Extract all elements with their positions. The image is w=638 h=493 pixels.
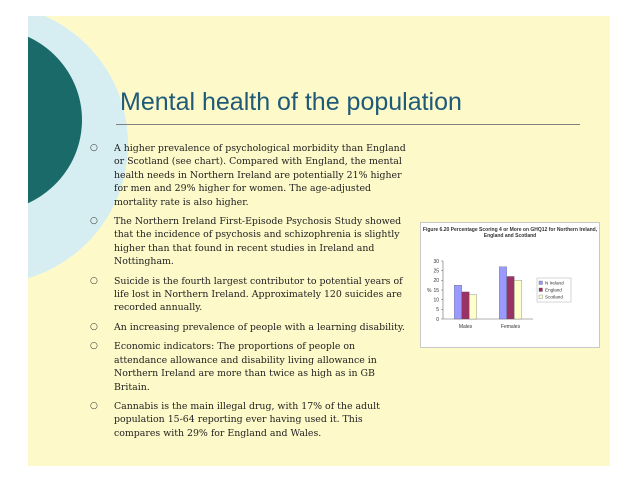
bar (507, 276, 515, 319)
legend-swatch (539, 281, 543, 285)
bullet-item (90, 321, 406, 334)
y-axis-label: % (427, 287, 432, 294)
legend-swatch (539, 288, 543, 292)
bullet-text: The Northern Ireland First-Episode Psychosis Study showed that the incidence of psychosis and schizophrenia is slightly higher than that found in recent studies in Ireland and Nottingham. (114, 216, 402, 268)
bullet-circle-icon: ○ (90, 143, 98, 153)
bullet-item (90, 142, 406, 209)
x-tick-label: Females (500, 324, 521, 330)
title-underline (116, 124, 580, 125)
legend-label: Scotland (545, 294, 563, 300)
bar (514, 280, 522, 319)
bullet-list (90, 142, 406, 446)
ghq12-chart (420, 222, 600, 348)
legend-swatch (539, 295, 543, 299)
legend-label: N Ireland (545, 280, 564, 286)
slide-title: Mental health of the population (120, 88, 462, 116)
bullet-item (90, 275, 406, 315)
chart-title: Figure 6.20 Percentage Scoring 4 or More on GHQ12 for Northern Ireland, England and Scotland (422, 227, 598, 239)
y-tick-label: 20 (433, 278, 439, 285)
bullet-text: A higher prevalence of psychological morbidity than England or Scotland (see chart). Compared with England, the mental health needs in Northern Ireland are potentially 21% higher for men and 29% higher for women. The age-adjusted mortality rate is also higher. (114, 143, 406, 208)
bullet-item (90, 215, 406, 269)
y-tick-label: 25 (433, 268, 439, 275)
y-tick-label: 15 (433, 287, 439, 294)
bullet-item (90, 400, 406, 440)
bar (469, 295, 477, 319)
bullet-circle-icon: ○ (90, 400, 98, 411)
bullet-circle-icon: ○ (90, 275, 98, 286)
y-tick-label: 30 (433, 258, 439, 265)
bullet-text: Suicide is the fourth largest contributor to potential years of life lost in Northern Ireland. Approximately 120 suicides are recorded annually. (114, 275, 403, 314)
y-tick-label: 0 (436, 316, 439, 323)
bar (499, 267, 507, 319)
bullet-item (90, 340, 406, 394)
chart-plot (421, 223, 599, 347)
y-tick-label: 10 (433, 297, 439, 304)
bullet-text: An increasing prevalence of people with a learning disability. (114, 321, 405, 333)
bullet-circle-icon: ○ (90, 321, 98, 332)
bullet-text: Economic indicators: The proportions of people on attendance allowance and disability living allowance in Northern Ireland are more than twice as high as in GB Britain. (114, 341, 377, 393)
x-tick-label: Males (458, 324, 473, 330)
y-tick-label: 5 (436, 307, 439, 314)
bullet-circle-icon: ○ (90, 216, 98, 227)
legend-label: England (545, 287, 562, 293)
bar (462, 292, 470, 319)
bar (454, 285, 462, 319)
bullet-circle-icon: ○ (90, 341, 98, 352)
bullet-text: Cannabis is the main illegal drug, with 17% of the adult population 15-64 reporting ever having used it. This compares with 29% for England and Wales. (114, 400, 380, 439)
